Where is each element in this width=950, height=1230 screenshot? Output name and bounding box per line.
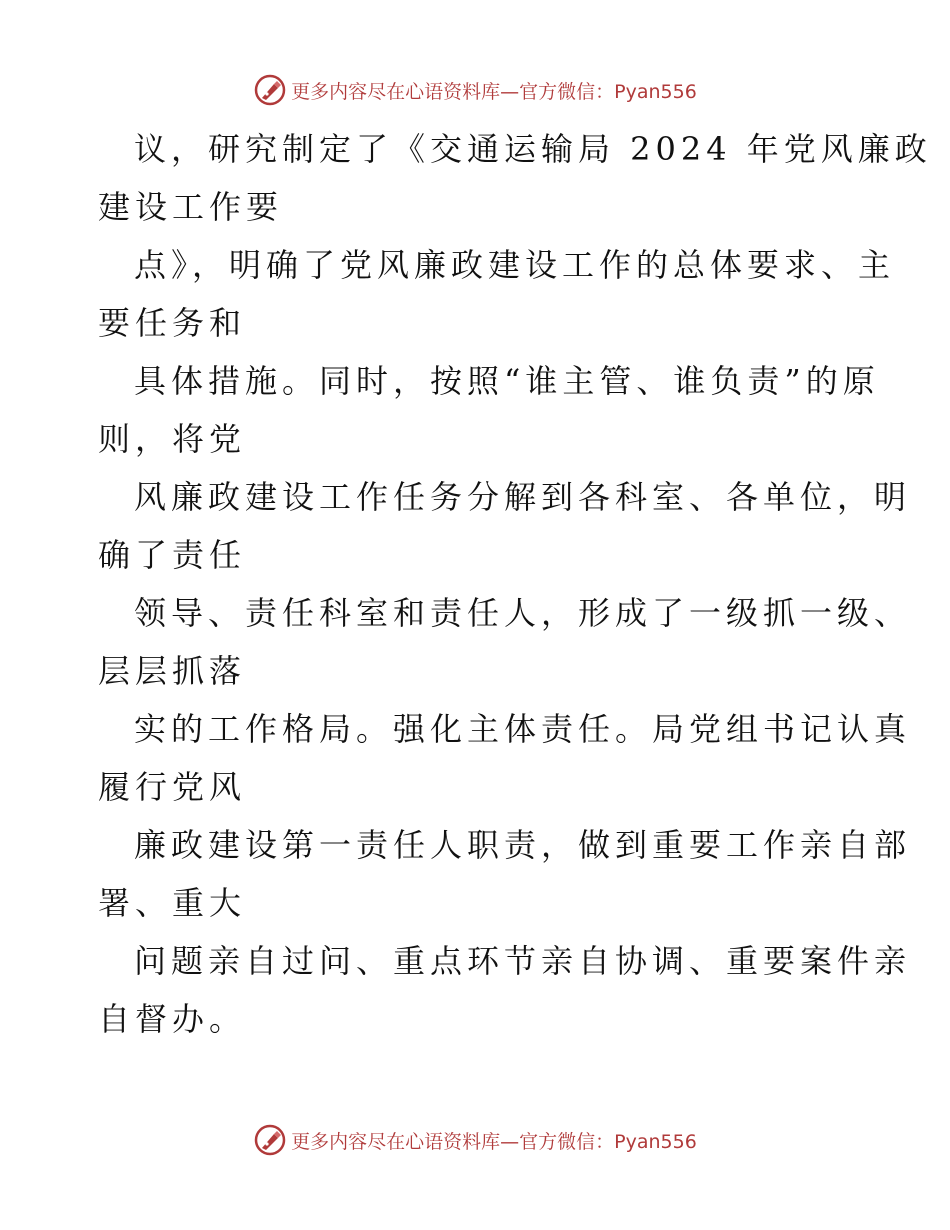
pen-nib-logo-icon bbox=[253, 73, 287, 107]
text-line: 确了责任 bbox=[98, 536, 247, 574]
text-line: 领导、责任科室和责任人，形成了一级抓一级、 bbox=[134, 594, 912, 632]
footer-banner bbox=[0, 1120, 950, 1160]
pen-nib-logo-icon bbox=[253, 1123, 287, 1157]
text-line: 建设工作要 bbox=[98, 188, 284, 226]
text-line: 层层抓落 bbox=[98, 652, 247, 690]
text-line: 风廉政建设工作任务分解到各科室、各单位，明 bbox=[134, 478, 912, 516]
header-banner-text: 更多内容尽在心语资料库—官方微信：Pyan556 bbox=[291, 80, 697, 103]
text-line: 廉政建设第一责任人职责，做到重要工作亲自部 bbox=[134, 826, 912, 864]
text-line: 点》，明确了党风廉政建设工作的总体要求、主 bbox=[134, 246, 896, 284]
text-line: 具体措施。同时，按照“谁主管、谁负责”的原 bbox=[134, 362, 880, 400]
text-line: 自督办。 bbox=[98, 1000, 247, 1038]
document-body bbox=[98, 120, 932, 1048]
text-line: 则，将党 bbox=[98, 420, 247, 458]
text-line: 署、重大 bbox=[98, 884, 247, 922]
text-line: 要任务和 bbox=[98, 304, 247, 342]
text-line: 议，研究制定了《交通运输局 2024 年党风廉政 bbox=[134, 130, 932, 168]
footer-banner-text: 更多内容尽在心语资料库—官方微信：Pyan556 bbox=[291, 1130, 697, 1153]
text-line: 履行党风 bbox=[98, 768, 247, 806]
text-line: 问题亲自过问、重点环节亲自协调、重要案件亲 bbox=[134, 942, 912, 980]
header-banner bbox=[0, 70, 950, 110]
text-line: 实的工作格局。强化主体责任。局党组书记认真 bbox=[134, 710, 912, 748]
